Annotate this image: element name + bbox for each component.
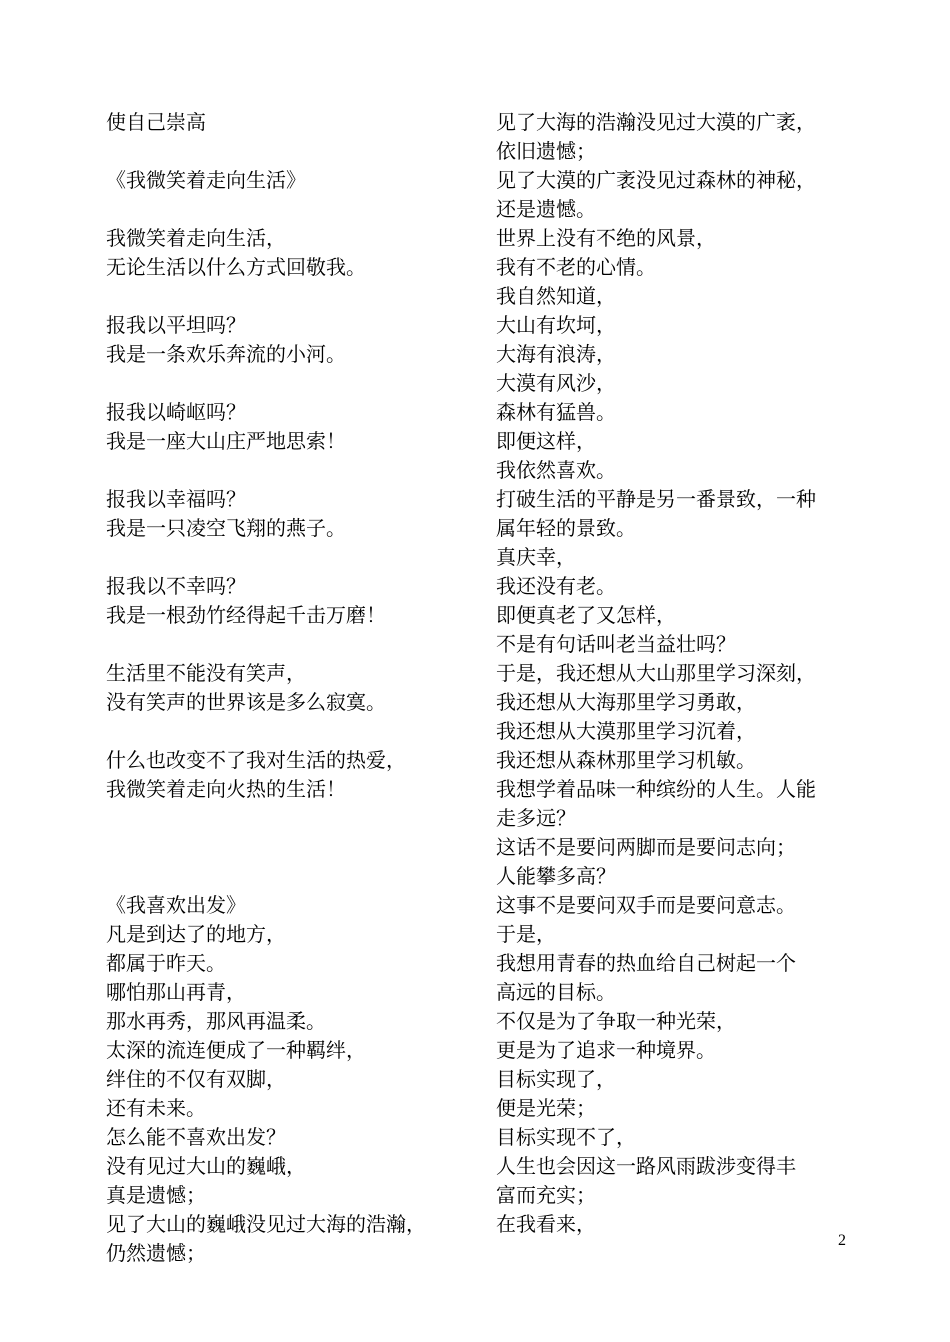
page-number: 2: [838, 1232, 846, 1249]
text-line: 不是有句话叫老当益壮吗？: [496, 632, 736, 656]
text-line: 我是一只凌空飞翔的燕子。: [106, 516, 346, 540]
text-line: 我想学着品味一种缤纷的人生。人能: [496, 777, 816, 801]
text-line: [106, 137, 466, 166]
text-line: [106, 630, 466, 659]
text-line: 真庆幸，: [496, 545, 576, 569]
text-line: [106, 543, 466, 572]
text-line: [106, 456, 466, 485]
text-line: 这事不是要问双手而是要问意志。: [496, 893, 796, 917]
text-line: 还是遗憾。: [496, 197, 596, 221]
text-line: 没有见过大山的巍峨，: [106, 1154, 306, 1178]
text-line: [106, 804, 466, 833]
text-line: 目标实现不了，: [496, 1125, 636, 1149]
text-line: 人生也会因这一路风雨跋涉变得丰: [496, 1154, 796, 1178]
text-line: 真是遗憾；: [106, 1183, 206, 1207]
text-line: [106, 862, 466, 891]
text-line: 我还没有老。: [496, 574, 616, 598]
text-line: 什么也改变不了我对生活的热爱，: [106, 748, 406, 772]
text-line: 不仅是为了争取一种光荣，: [496, 1009, 736, 1033]
text-line: 无论生活以什么方式回敬我。: [106, 255, 366, 279]
text-line: 怎么能不喜欢出发？: [106, 1125, 286, 1149]
text-line: 还有未来。: [106, 1096, 206, 1120]
text-line: 人能攀多高？: [496, 864, 616, 888]
text-line: 《我喜欢出发》: [106, 893, 246, 917]
text-line: 依旧遗憾；: [496, 139, 596, 163]
text-line: 便是光荣；: [496, 1096, 596, 1120]
text-line: 凡是到达了的地方，: [106, 922, 286, 946]
text-line: 即便这样，: [496, 429, 596, 453]
text-line: [106, 369, 466, 398]
text-line: 我想用青春的热血给自己树起一个: [496, 951, 796, 975]
text-line: 目标实现了，: [496, 1067, 616, 1091]
text-line: 这话不是要问两脚而是要问志向；: [496, 835, 796, 859]
left-text-column: [106, 108, 466, 1268]
text-line: 报我以平坦吗？: [106, 313, 246, 337]
text-line: 绊住的不仅有双脚，: [106, 1067, 286, 1091]
text-line: 高远的目标。: [496, 980, 616, 1004]
text-line: 更是为了追求一种境界。: [496, 1038, 716, 1062]
text-line: 我还想从大海那里学习勇敢，: [496, 690, 756, 714]
text-line: 那水再秀，那风再温柔。: [106, 1009, 326, 1033]
text-line: [106, 717, 466, 746]
text-line: 走多远？: [496, 806, 576, 830]
text-line: 我是一条欢乐奔流的小河。: [106, 342, 346, 366]
text-line: 太深的流连便成了一种羁绊，: [106, 1038, 366, 1062]
text-line: 见了大海的浩瀚没见过大漠的广袤，: [496, 110, 816, 134]
text-line: 没有笑声的世界该是多么寂寞。: [106, 690, 386, 714]
text-line: 富而充实；: [496, 1183, 596, 1207]
text-line: 我依然喜欢。: [496, 458, 616, 482]
text-line: 我是一根劲竹经得起千击万磨！: [106, 603, 386, 627]
text-line: 世界上没有不绝的风景，: [496, 226, 716, 250]
text-line: 于是，我还想从大山那里学习深刻，: [496, 661, 816, 685]
right-text-column: [496, 108, 852, 1239]
text-line: 报我以幸福吗？: [106, 487, 246, 511]
text-line: 属年轻的景致。: [496, 516, 636, 540]
text-line: 都属于昨天。: [106, 951, 226, 975]
text-line: 哪怕那山再青，: [106, 980, 246, 1004]
text-line: [106, 833, 466, 862]
text-line: 打破生活的平静是另一番景致，一种: [496, 487, 816, 511]
text-line: 大海有浪涛，: [496, 342, 616, 366]
text-line: 大山有坎坷，: [496, 313, 616, 337]
text-line: 森林有猛兽。: [496, 400, 616, 424]
text-line: 见了大山的巍峨没见过大海的浩瀚，: [106, 1212, 426, 1236]
text-line: 使自己崇高: [106, 110, 206, 134]
text-line: [106, 282, 466, 311]
text-line: 报我以崎岖吗？: [106, 400, 246, 424]
text-line: 《我微笑着走向生活》: [106, 168, 306, 192]
text-line: 报我以不幸吗？: [106, 574, 246, 598]
text-line: 我还想从森林那里学习机敏。: [496, 748, 756, 772]
text-line: 大漠有风沙，: [496, 371, 616, 395]
text-line: 我有不老的心情。: [496, 255, 656, 279]
text-line: 我是一座大山庄严地思索！: [106, 429, 346, 453]
text-line: 于是，: [496, 922, 556, 946]
text-line: 我还想从大漠那里学习沉着，: [496, 719, 756, 743]
text-line: 我微笑着走向火热的生活！: [106, 777, 346, 801]
text-line: 我微笑着走向生活，: [106, 226, 286, 250]
text-line: 生活里不能没有笑声，: [106, 661, 306, 685]
text-line: 见了大漠的广袤没见过森林的神秘，: [496, 168, 816, 192]
text-line: 我自然知道，: [496, 284, 616, 308]
text-line: [106, 195, 466, 224]
text-line: 在我看来，: [496, 1212, 596, 1236]
text-line: 仍然遗憾；: [106, 1241, 206, 1265]
text-line: 即便真老了又怎样，: [496, 603, 676, 627]
